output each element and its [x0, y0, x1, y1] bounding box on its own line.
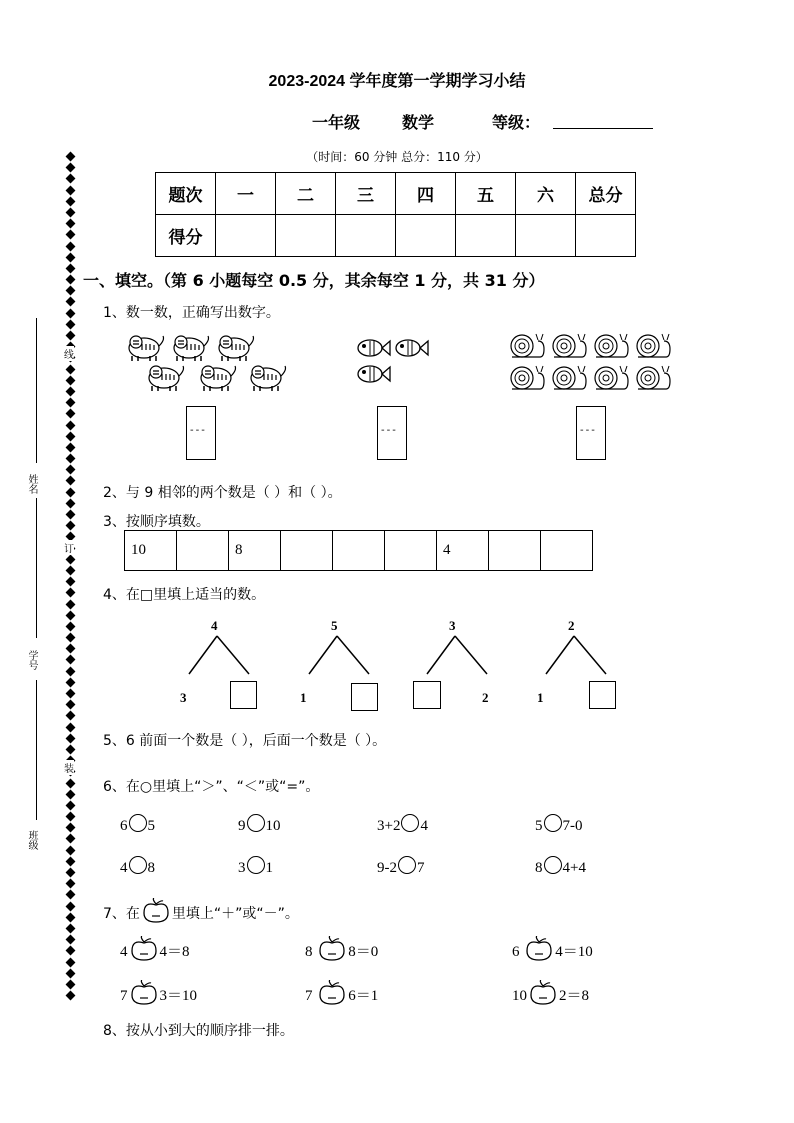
operator-item	[305, 980, 378, 1006]
compare-right: 5	[147, 818, 155, 834]
compare-left: 9	[238, 818, 246, 834]
score-cell[interactable]	[576, 215, 636, 257]
diamond-icon	[65, 207, 75, 217]
snail-icon	[511, 334, 544, 357]
operator-left: 4	[120, 944, 128, 960]
compare-item	[377, 814, 428, 835]
score-header-cell: 总分	[576, 173, 636, 215]
score-header-cell: 五	[456, 173, 516, 215]
question-1: 1、数一数，正确写出数字。	[103, 305, 280, 321]
compare-circle[interactable]	[247, 814, 265, 832]
diamond-icon	[65, 812, 75, 822]
diamond-icon	[65, 834, 75, 844]
diamond-icon	[65, 689, 75, 699]
question-7	[103, 898, 299, 924]
score-header-cell: 三	[336, 173, 396, 215]
diamond-icon	[65, 163, 75, 173]
score-cell[interactable]	[456, 215, 516, 257]
operator-item	[120, 980, 197, 1006]
diamond-icon	[65, 610, 75, 620]
tree-4-branches	[542, 634, 612, 676]
diamond-icon	[65, 677, 75, 687]
diamond-icon	[65, 152, 75, 162]
diamond-icon	[65, 700, 75, 710]
operator-left: 7	[120, 988, 128, 1004]
sequence-cell[interactable]	[385, 531, 437, 571]
compare-right: 7	[417, 860, 425, 876]
diamond-icon	[65, 912, 75, 922]
score-row-label: 得分	[156, 215, 216, 257]
snail-icon	[637, 334, 670, 357]
diamond-icon	[65, 588, 75, 598]
snail-icon	[553, 334, 586, 357]
diamond-icon	[65, 375, 75, 385]
diamond-icon	[65, 431, 75, 441]
compare-circle[interactable]	[544, 814, 562, 832]
sequence-cell[interactable]	[177, 531, 229, 571]
tree-3-branches	[423, 634, 493, 676]
diamond-icon	[65, 498, 75, 508]
answer-box-snails[interactable]: ---	[576, 406, 606, 460]
diamond-icon	[65, 957, 75, 967]
diamond-icon	[65, 666, 75, 676]
diamond-icon	[65, 789, 75, 799]
sequence-cell[interactable]	[333, 531, 385, 571]
compare-left: 9-2	[377, 860, 397, 876]
tree-2-left: 1	[300, 690, 307, 705]
diamond-icon	[65, 331, 75, 341]
apple-icon[interactable]	[317, 936, 347, 962]
diamond-icon	[65, 655, 75, 665]
diamond-icon	[65, 263, 75, 273]
diamond-icon	[65, 219, 75, 229]
diamond-icon	[65, 621, 75, 631]
diamond-icon	[65, 856, 75, 866]
score-cell[interactable]	[276, 215, 336, 257]
score-header-cell: 六	[516, 173, 576, 215]
diamond-icon	[65, 364, 75, 374]
operator-item	[120, 936, 190, 962]
compare-left: 8	[535, 860, 543, 876]
compare-circle[interactable]	[247, 856, 265, 874]
compare-item	[238, 814, 281, 835]
diamond-icon	[65, 923, 75, 933]
fish-group	[354, 332, 434, 388]
student-id-line[interactable]	[36, 498, 37, 638]
sequence-cell: 4	[437, 531, 489, 571]
operator-right: 8＝0	[348, 944, 379, 960]
diamond-icon	[65, 979, 75, 989]
tree-2-answer-box[interactable]	[351, 683, 378, 711]
answer-box-tigers[interactable]: ---	[186, 406, 216, 460]
binding-char-xian: 线	[64, 346, 74, 361]
question-3: 3、按顺序填数。	[103, 514, 210, 530]
level-blank[interactable]	[553, 128, 653, 129]
diamond-icon	[65, 744, 75, 754]
diamond-icon	[65, 800, 75, 810]
compare-item	[120, 814, 155, 835]
score-table	[155, 172, 636, 257]
tree-4-top: 2	[568, 618, 575, 633]
diamond-icon	[65, 733, 75, 743]
question-7-suffix: 里填上“＋”或“－”。	[171, 906, 299, 922]
diamond-icon	[65, 935, 75, 945]
diamond-icon	[65, 510, 75, 520]
tiger-icon	[251, 366, 286, 391]
operator-right: 4＝10	[555, 944, 593, 960]
operator-left: 7	[305, 988, 313, 1004]
diamond-icon	[65, 778, 75, 788]
diamond-icon	[65, 845, 75, 855]
apple-icon[interactable]	[129, 980, 159, 1006]
diamond-icon	[65, 275, 75, 285]
apple-icon[interactable]	[129, 936, 159, 962]
question-7-prefix: 7、在	[103, 906, 140, 922]
score-header-cell: 二	[276, 173, 336, 215]
diamond-icon	[65, 722, 75, 732]
student-id-label: 学号	[26, 650, 37, 670]
diamond-icon	[65, 554, 75, 564]
compare-right: 7-0	[562, 818, 583, 834]
fish-icon	[358, 366, 390, 382]
score-cell[interactable]	[216, 215, 276, 257]
operator-right: 2＝8	[559, 988, 590, 1004]
compare-circle[interactable]	[401, 814, 419, 832]
compare-item	[238, 856, 273, 877]
tiger-icon	[149, 366, 184, 391]
compare-right: 1	[265, 860, 273, 876]
compare-left: 6	[120, 818, 128, 834]
tree-3-top: 3	[449, 618, 456, 633]
grade-label: 一年级	[312, 113, 361, 132]
compare-right: 8	[147, 860, 155, 876]
compare-left: 4	[120, 860, 128, 876]
compare-left: 3	[238, 860, 246, 876]
diamond-icon	[65, 286, 75, 296]
diamond-icon	[65, 879, 75, 889]
compare-right: 4	[420, 818, 428, 834]
apple-icon[interactable]	[524, 936, 554, 962]
sequence-cell: 10	[125, 531, 177, 571]
diamond-icon	[65, 241, 75, 251]
diamond-icon	[65, 308, 75, 318]
operator-item	[305, 936, 378, 962]
subject-label: 数学	[402, 113, 435, 132]
snail-icon	[637, 366, 670, 389]
operator-right: 6＝1	[348, 988, 379, 1004]
time-info: （时间：60 分钟 总分：110 分）	[306, 150, 488, 164]
diamond-icon	[65, 476, 75, 486]
question-5: 5、6 前面一个数是（ ），后面一个数是（ ）。	[103, 733, 387, 749]
compare-item	[120, 856, 155, 877]
operator-left: 10	[512, 988, 527, 1004]
tree-4-answer-box[interactable]	[589, 681, 616, 709]
binding-diamond-column	[64, 150, 76, 1003]
sequence-table	[124, 530, 593, 571]
question-6: 6、在○里填上“＞”、“＜”或“=”。	[103, 779, 320, 795]
apple-icon	[141, 898, 171, 924]
diamond-icon	[65, 252, 75, 262]
diamond-icon	[65, 565, 75, 575]
diamond-icon	[65, 711, 75, 721]
score-header-cell: 四	[396, 173, 456, 215]
diamond-icon	[65, 633, 75, 643]
diamond-icon	[65, 454, 75, 464]
compare-circle[interactable]	[129, 814, 147, 832]
diamond-icon	[65, 386, 75, 396]
operator-right: 4＝8	[159, 944, 190, 960]
fish-icon	[358, 340, 390, 356]
compare-item	[535, 814, 583, 835]
apple-icon[interactable]	[317, 980, 347, 1006]
tree-2-top: 5	[331, 618, 338, 633]
operator-left: 6	[512, 944, 520, 960]
diamond-icon	[65, 230, 75, 240]
diamond-icon	[65, 196, 75, 206]
binding-char-ding: 订	[64, 540, 74, 555]
diamond-icon	[65, 823, 75, 833]
tigers-group	[124, 330, 324, 396]
sequence-cell[interactable]	[281, 531, 333, 571]
diamond-icon	[65, 644, 75, 654]
question-4: 4、在□里填上适当的数。	[103, 587, 266, 603]
fish-icon	[396, 340, 428, 356]
snail-icon	[553, 366, 586, 389]
class-label: 班级	[26, 830, 37, 850]
diamond-icon	[65, 465, 75, 475]
name-label: 姓名	[26, 474, 37, 494]
diamond-icon	[65, 297, 75, 307]
tree-4-left: 1	[537, 690, 544, 705]
diamond-icon	[65, 946, 75, 956]
page-title: 2023-2024 学年度第一学期学习小结	[268, 73, 526, 90]
diamond-icon	[65, 521, 75, 531]
tree-1-left: 3	[180, 690, 187, 705]
class-line[interactable]	[36, 680, 37, 820]
diamond-icon	[65, 442, 75, 452]
diamond-icon	[65, 398, 75, 408]
compare-circle[interactable]	[129, 856, 147, 874]
tiger-icon	[174, 336, 209, 361]
score-cell[interactable]	[336, 215, 396, 257]
answer-box-fish[interactable]: ---	[377, 406, 407, 460]
tree-1-branches	[185, 634, 255, 676]
compare-circle[interactable]	[398, 856, 416, 874]
compare-left: 5	[535, 818, 543, 834]
snail-icon	[595, 334, 628, 357]
snail-icon	[595, 366, 628, 389]
tree-3-answer-box[interactable]	[413, 681, 441, 709]
tiger-icon	[129, 336, 164, 361]
level-label: 等级：	[492, 113, 541, 132]
diamond-icon	[65, 319, 75, 329]
tree-2-branches	[305, 634, 375, 676]
operator-left: 8	[305, 944, 313, 960]
score-header-cell: 题次	[156, 173, 216, 215]
compare-item	[377, 856, 425, 877]
question-8: 8、按从小到大的顺序排一排。	[103, 1023, 294, 1039]
diamond-icon	[65, 599, 75, 609]
sequence-cell[interactable]	[489, 531, 541, 571]
sequence-cell: 8	[229, 531, 281, 571]
compare-left: 3+2	[377, 818, 401, 834]
diamond-icon	[65, 868, 75, 878]
diamond-icon	[65, 968, 75, 978]
diamond-icon	[65, 890, 75, 900]
section-1-title: 一、填空。（第 6 小题每空 0.5 分，其余每空 1 分，共 31 分）	[83, 271, 545, 290]
question-2: 2、与 9 相邻的两个数是（ ）和（ ）。	[103, 485, 342, 501]
tree-3-right: 2	[482, 690, 489, 705]
diamond-icon	[65, 420, 75, 430]
snail-icon	[511, 366, 544, 389]
tiger-icon	[219, 336, 254, 361]
diamond-icon	[65, 901, 75, 911]
score-cell[interactable]	[516, 215, 576, 257]
diamond-icon	[65, 185, 75, 195]
score-header-cell: 一	[216, 173, 276, 215]
diamond-icon	[65, 577, 75, 587]
tree-1-top: 4	[211, 618, 218, 633]
snails-group	[508, 330, 678, 394]
sequence-cell[interactable]	[541, 531, 593, 571]
diamond-icon	[65, 991, 75, 1001]
tree-1-answer-box[interactable]	[230, 681, 257, 709]
diamond-icon	[65, 174, 75, 184]
compare-right: 10	[265, 818, 281, 834]
diamond-icon	[65, 487, 75, 497]
operator-item	[512, 936, 593, 962]
diamond-icon	[65, 409, 75, 419]
score-cell[interactable]	[396, 215, 456, 257]
compare-right: 4+4	[562, 860, 586, 876]
name-line[interactable]	[36, 318, 37, 463]
operator-item	[512, 980, 589, 1006]
tiger-icon	[201, 366, 236, 391]
compare-item	[535, 856, 586, 877]
binding-char-zhuang: 装	[64, 760, 74, 775]
apple-icon[interactable]	[528, 980, 558, 1006]
compare-circle[interactable]	[544, 856, 562, 874]
operator-right: 3＝10	[159, 988, 198, 1004]
